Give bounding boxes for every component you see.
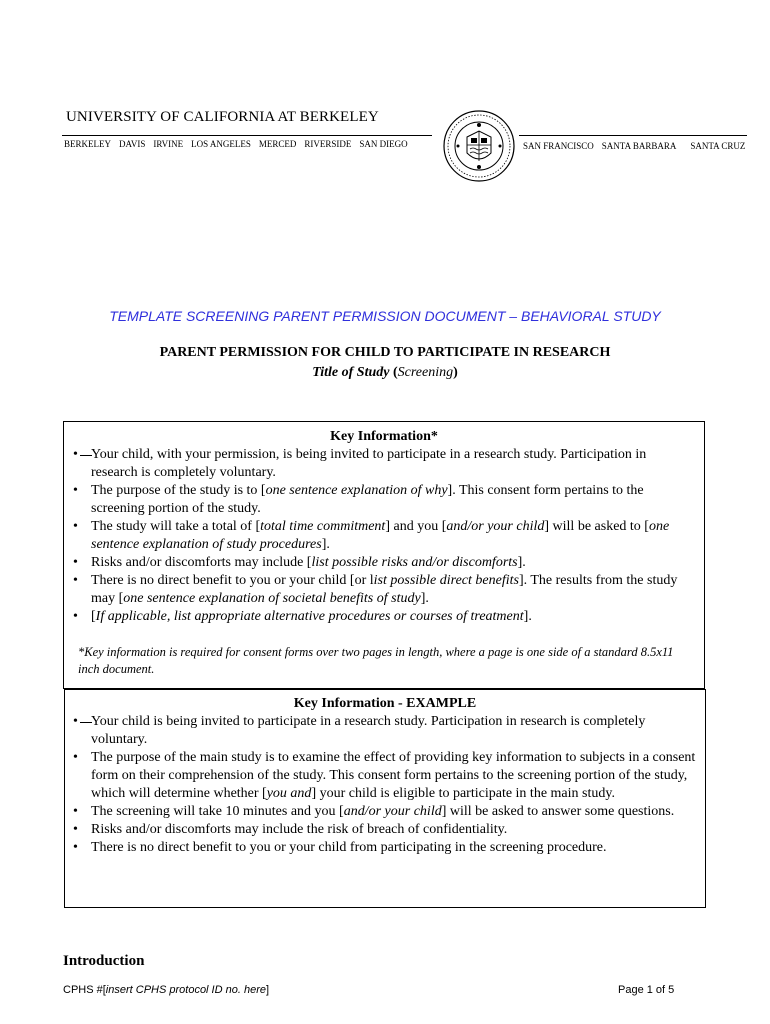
campus-name: SANTA BARBARA bbox=[601, 141, 677, 151]
bullet-text: [ bbox=[91, 609, 96, 624]
list-item bbox=[65, 572, 695, 608]
footer-text: ] bbox=[265, 984, 270, 996]
paren-close: ) bbox=[453, 365, 458, 380]
bullet-text: Risks and/or discomforts may include [ bbox=[91, 555, 312, 570]
placeholder-text: total time commitment bbox=[260, 519, 386, 534]
bullet-icon: • bbox=[73, 447, 78, 462]
list-item bbox=[65, 608, 695, 626]
key-information-example-heading: Key Information - EXAMPLE bbox=[293, 696, 477, 711]
bullet-icon: • bbox=[73, 573, 78, 588]
footer-protocol-id bbox=[63, 984, 269, 996]
key-information-list bbox=[65, 446, 695, 626]
header-rule-left bbox=[62, 135, 432, 136]
bullet-text: ]. bbox=[517, 555, 526, 570]
key-information-note: *Key information is required for consent forms over two pages in length, where a page is one side of a standard 8.5x11 inch document. bbox=[78, 645, 674, 676]
document-title: PARENT PERMISSION FOR CHILD TO PARTICIPATE IN RESEARCH bbox=[159, 345, 611, 360]
bullet-icon: • bbox=[73, 822, 78, 837]
bullet-text: ]. This consent form pertains to the screening portion of the study. bbox=[91, 483, 644, 516]
campus-name: IRVINE bbox=[153, 139, 184, 149]
bullet-text: The purpose of the study is to [ bbox=[91, 483, 266, 498]
bullet-text: The purpose of the main study is to examine the effect of providing key information to subjects in a consent form on their comprehension of the study. This consent form pertains to the screening portion of the study, which will determine whether [ bbox=[91, 750, 696, 801]
bullet-text: The study will take a total of [ bbox=[91, 519, 261, 534]
bullet-icon: • bbox=[73, 750, 78, 765]
template-title: TEMPLATE SCREENING PARENT PERMISSION DOCUMENT – BEHAVIORAL STUDY bbox=[109, 308, 661, 324]
campus-list-left bbox=[64, 139, 416, 149]
campus-name: SANTA CRUZ bbox=[690, 141, 746, 151]
campus-name: LOS ANGELES bbox=[191, 139, 251, 149]
bullet-text: ]. bbox=[321, 537, 330, 552]
list-item bbox=[65, 821, 699, 839]
list-item bbox=[65, 713, 699, 749]
campus-name: MERCED bbox=[258, 139, 297, 149]
bullet-text: There is no direct benefit to you or your child from participating in the screening procedure. bbox=[91, 840, 607, 855]
bullet-text: ] will be asked to [ bbox=[544, 519, 649, 534]
paren-open: ( bbox=[389, 365, 398, 380]
footer-text: CPHS #[ bbox=[63, 984, 106, 996]
bullet-text: Your child is being invited to participate in a research study. Participation in research is completely voluntary. bbox=[91, 714, 646, 747]
placeholder-text: insert CPHS protocol ID no. here bbox=[105, 984, 266, 996]
header-rule-right bbox=[519, 135, 747, 136]
list-item bbox=[65, 749, 699, 803]
list-item bbox=[65, 482, 695, 518]
university-title: UNIVERSITY OF CALIFORNIA AT BERKELEY bbox=[66, 109, 379, 125]
bullet-text: ] and you [ bbox=[385, 519, 447, 534]
study-title-text: Title of Study bbox=[312, 365, 390, 380]
placeholder-text: list possible risks and/or discomforts bbox=[311, 555, 518, 570]
bullet-text: Risks and/or discomforts may include the risk of breach of confidentiality. bbox=[91, 822, 508, 837]
bullet-text: Your child, with your permission, is being invited to participate in a research study. Participation in research is completely voluntary. bbox=[91, 447, 647, 480]
section-heading-introduction: Introduction bbox=[63, 953, 145, 969]
campus-list-right bbox=[523, 141, 753, 151]
key-information-example-box bbox=[64, 689, 706, 908]
list-item bbox=[65, 803, 699, 821]
list-item bbox=[65, 839, 699, 857]
campus-name: RIVERSIDE bbox=[304, 139, 352, 149]
bullet-text: There is no direct benefit to you or your child [or l bbox=[91, 573, 374, 588]
list-item bbox=[65, 554, 695, 572]
placeholder-text: one sentence explanation of study procedures bbox=[91, 519, 670, 552]
key-information-heading: Key Information* bbox=[330, 429, 438, 444]
screening-label: Screening bbox=[397, 365, 454, 380]
placeholder-text: one sentence explanation of societal benefits of study bbox=[123, 591, 421, 606]
bullet-text: ] will be asked to answer some questions. bbox=[441, 804, 675, 819]
bullet-icon: • bbox=[73, 609, 78, 624]
bullet-text: ]. The results from the study may [ bbox=[91, 573, 678, 606]
bullet-icon: • bbox=[73, 555, 78, 570]
placeholder-text: and/or your child bbox=[343, 804, 442, 819]
bullet-icon: • bbox=[73, 840, 78, 855]
bullet-icon: • bbox=[73, 483, 78, 498]
campus-name: BERKELEY bbox=[64, 139, 111, 149]
bullet-text: The screening will take 10 minutes and you [ bbox=[91, 804, 344, 819]
key-information-box bbox=[63, 421, 705, 689]
key-information-example-list bbox=[65, 713, 699, 857]
campus-name: SAN FRANCISCO bbox=[523, 141, 594, 151]
placeholder-text: one sentence explanation of why bbox=[265, 483, 448, 498]
placeholder-text: If applicable, list appropriate alternative procedures or courses of treatment bbox=[95, 609, 524, 624]
university-seal-icon bbox=[443, 109, 515, 183]
campus-name: SAN DIEGO bbox=[359, 139, 408, 149]
bullet-icon: • bbox=[73, 714, 78, 729]
campus-name: DAVIS bbox=[119, 139, 146, 149]
bullet-text: ] your child is eligible to participate in the main study. bbox=[311, 786, 615, 801]
list-item bbox=[65, 518, 695, 554]
placeholder-text: ist possible direct benefits bbox=[373, 573, 519, 588]
bullet-icon: • bbox=[73, 519, 78, 534]
placeholder-text: you and bbox=[266, 786, 312, 801]
list-item bbox=[65, 446, 695, 482]
placeholder-text: and/or your child bbox=[446, 519, 545, 534]
page-number: Page 1 of 5 bbox=[618, 984, 675, 996]
bullet-text: ]. bbox=[523, 609, 532, 624]
study-title bbox=[0, 365, 770, 381]
bullet-text: ]. bbox=[420, 591, 429, 606]
bullet-icon: • bbox=[73, 804, 78, 819]
